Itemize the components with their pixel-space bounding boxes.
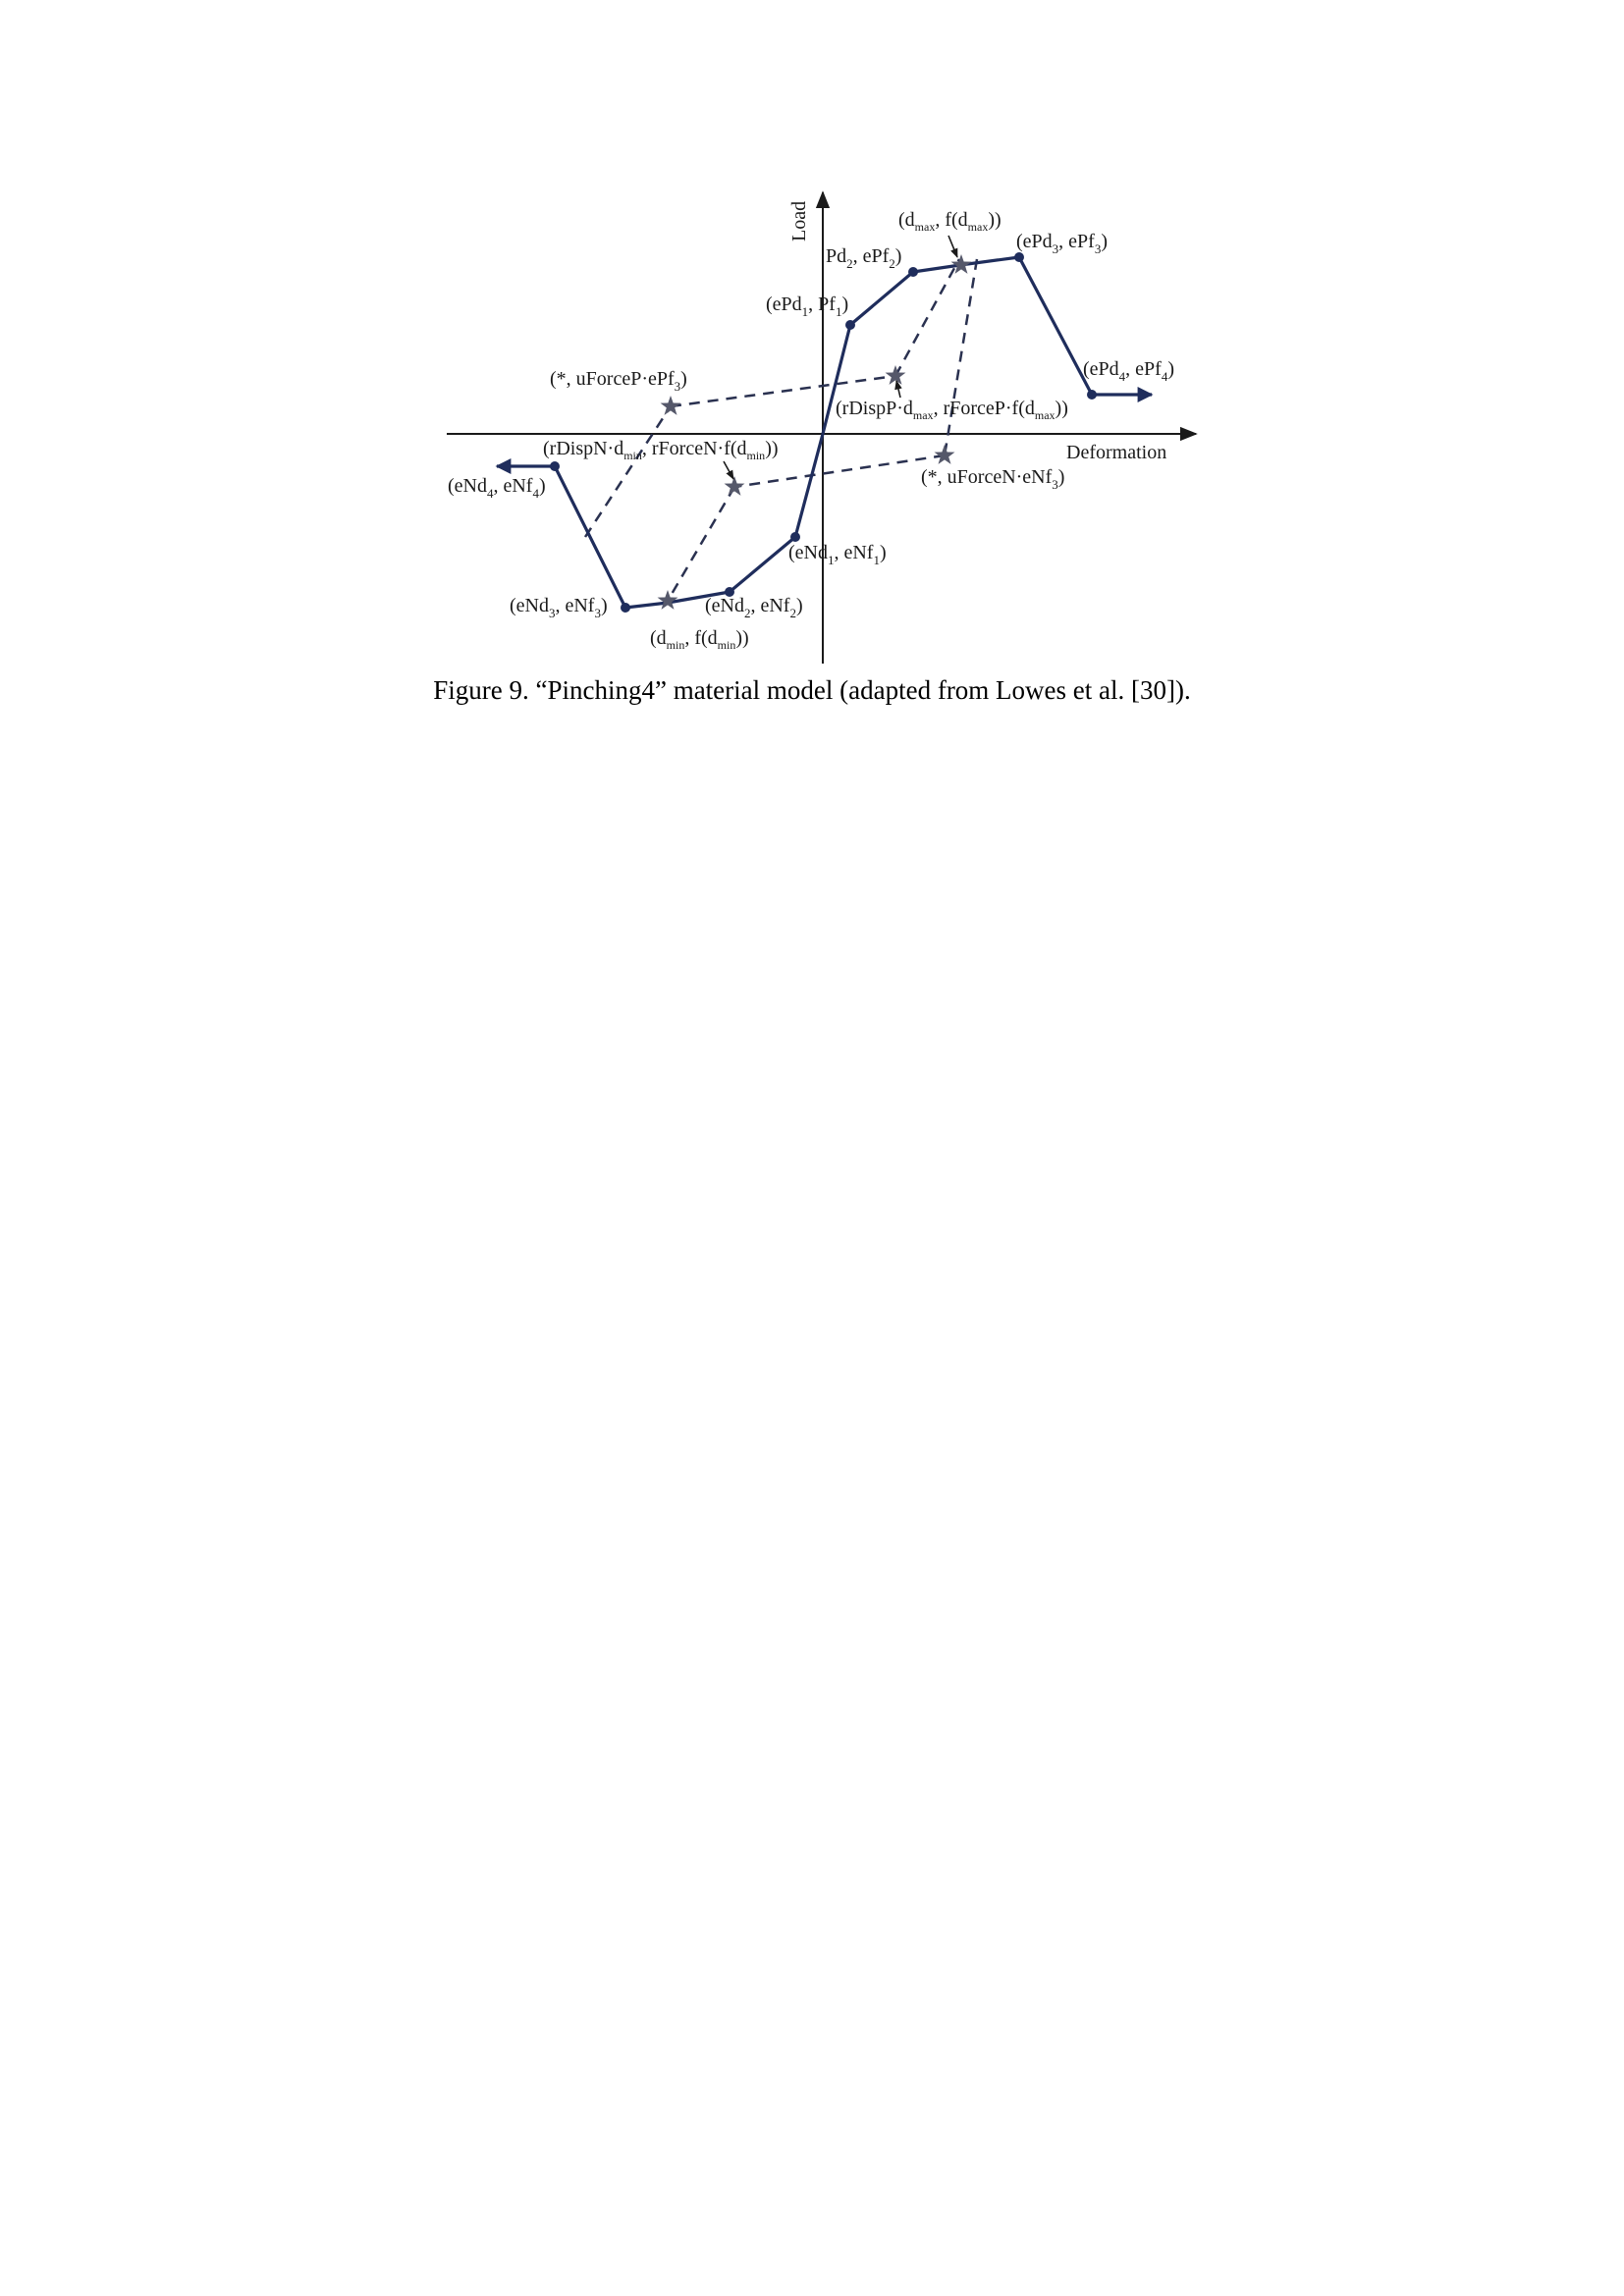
y-axis-label: Load <box>788 200 810 241</box>
star-dmin <box>658 590 678 610</box>
star-rdispp <box>886 365 906 385</box>
star-rdispn <box>725 476 745 496</box>
dashed-positive-reload <box>945 259 977 455</box>
label-epd4: (ePd$_4$, ePf$_4$) <box>1083 358 1175 384</box>
pointer-rdispp <box>896 381 900 398</box>
label-rdispp: ($rDispP\cdot d_{max}$, $rForceP\cdot f(d_{max})$) <box>836 398 1068 422</box>
pinching4-diagram <box>0 0 1624 667</box>
label-dmin: ($d_{min}$, $f(d_{min})$) <box>650 627 749 652</box>
pointer-rdispn <box>724 461 733 479</box>
pointer-dmax <box>948 236 957 257</box>
figure-caption: Figure 9. “Pinching4” material model (adapted from Lowes et al. [30]). <box>433 675 1191 705</box>
point-epd1 <box>845 320 855 330</box>
dashed-negative-unload <box>668 487 734 601</box>
star-uforcen <box>935 445 955 464</box>
point-end4 <box>550 461 560 471</box>
label-end4: (eNd$_4$, eNf$_4$) <box>448 475 546 501</box>
dashed-lower-reload <box>734 455 945 487</box>
label-end1: (eNd$_1$, eNf$_1$) <box>788 542 887 567</box>
label-end3: (eNd$_3$, eNf$_3$) <box>510 595 608 620</box>
label-end2: (eNd$_2$, eNf$_2$) <box>705 595 803 620</box>
point-end1 <box>790 532 800 542</box>
label-epd1: (ePd$_1$, $Pf_1$) <box>766 294 849 319</box>
label-rdispn: ($rDispN\cdot d_{min}$, $rForceN\cdot f(d_{min})$) <box>543 438 779 462</box>
point-pd2 <box>908 267 918 277</box>
dashed-negative-reload <box>585 406 671 537</box>
label-uforcep: (*, uForceP·ePf$_3$) <box>550 368 687 394</box>
label-epd3: (ePd$_3$, ePf$_3$) <box>1016 231 1109 256</box>
point-epd4 <box>1087 390 1097 400</box>
point-end3 <box>621 603 630 613</box>
label-uforcen: (*, uForceN·eNf$_3$) <box>921 466 1065 492</box>
label-dmax: ($d_{max}$, $f(d_{max})$) <box>898 209 1001 234</box>
point-epd3 <box>1014 252 1024 262</box>
label-pd2: $Pd_2$, ePf$_2$) <box>826 245 902 271</box>
x-axis-label: Deformation <box>1066 442 1167 463</box>
dashed-positive-unload <box>895 259 959 376</box>
